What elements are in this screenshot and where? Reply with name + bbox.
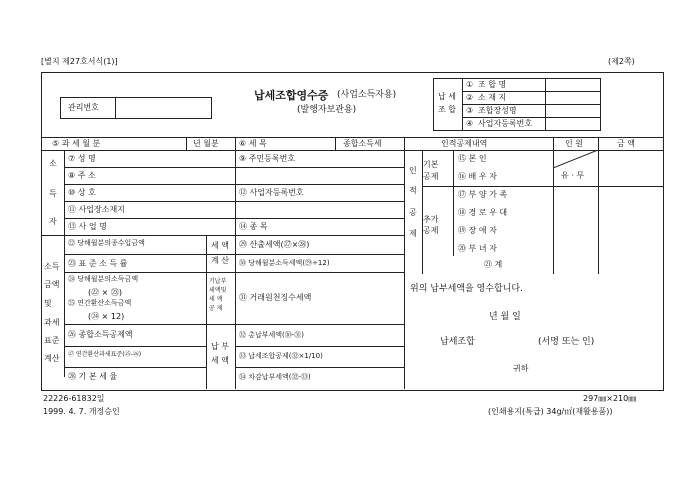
receipt-union: 납세조합	[440, 337, 475, 347]
prepaid-side-label: 세액및	[209, 287, 227, 294]
earner-side-char: 득	[49, 189, 57, 198]
basic-deduction-1: 기본	[423, 160, 439, 169]
paper-size: 297㎜×210㎜	[583, 394, 637, 403]
calc-row-label: ㉝ 납세조합공제(㉜×1/10)	[239, 352, 323, 360]
union-row-label: 조 합 명	[478, 80, 507, 89]
earner-row-label: ⑩ 상 호	[68, 188, 96, 197]
title-main: 납세조합영수증	[254, 89, 329, 102]
receipt-sign: (서명 또는 인)	[538, 337, 595, 347]
base-side-label: 및	[44, 299, 52, 308]
earner-row-label: ⑦ 성 명	[68, 154, 96, 163]
calc-row-label: ㉛ 거래원천징수세액	[239, 293, 312, 302]
extra-deduction-1: 추가	[423, 215, 439, 224]
approval-date: 1999. 4. 7. 개정승인	[43, 407, 120, 416]
earner-row-label: ⑧ 주 소	[68, 171, 96, 180]
union-row-num: ③	[466, 106, 474, 115]
earner-row-label: ⑪ 사업장소재지	[68, 205, 125, 214]
tax-period-label: ⑤ 과 세 월 분	[52, 139, 101, 148]
base-row-label: (㉔ × 12)	[88, 312, 125, 321]
earner-right-label: ⑭ 종 목	[239, 222, 268, 231]
earner-side-char: 소	[49, 159, 57, 168]
union-label-1: 납 세	[438, 92, 456, 101]
union-row-num: ④	[466, 119, 474, 128]
base-side-label: 계산	[44, 354, 60, 363]
tax-item-label: ⑥ 세 목	[239, 139, 267, 148]
year-month-label: 년 월분	[193, 139, 219, 148]
calc-side-label: 계 산	[211, 256, 229, 265]
base-side-label: 표준	[44, 336, 60, 345]
calc-row-label: ㉚ 당해월분소득세액(㉙÷12)	[239, 259, 330, 267]
calc-row-label: ㉜ 총납부세액(㉚-㉛)	[239, 331, 305, 339]
deduction-row-label: ⑮ 본 인	[458, 154, 487, 163]
deduction-row-label: ⑲ 장 애 자	[458, 226, 497, 235]
persons-col: 인 원	[565, 139, 583, 148]
deduction-row-label: ⑱ 경 로 우 대	[458, 208, 508, 217]
deduction-row-label: ⑰ 부 양 가 족	[458, 190, 508, 199]
earner-right-label: ⑫ 사업자등록번호	[239, 188, 304, 197]
prepaid-side-label: 기납부	[209, 278, 227, 285]
title-sub: (발행자보관용)	[297, 105, 357, 115]
base-side-label: 금액	[44, 280, 60, 289]
deduction-side-char: 공	[409, 208, 417, 217]
deduction-side-char: 적	[409, 186, 417, 195]
receipt-date: 년 월 일	[489, 312, 521, 322]
deduction-header: 인적공제내역	[441, 139, 488, 148]
base-row-label: ㉖ 종합소득공제액	[68, 330, 133, 339]
comprehensive-tax: 종합소득세	[343, 139, 382, 148]
form-id: [별지 제27호서식(1)]	[41, 57, 118, 66]
admin-no-label: 관리번호	[68, 103, 99, 112]
union-row-label: 사업자등록번호	[478, 119, 533, 128]
basic-deduction-2: 공제	[423, 172, 439, 181]
form-code: 22226-61832일	[43, 394, 105, 403]
union-row-label: 조합장성명	[478, 106, 517, 115]
extra-deduction-2: 공제	[423, 226, 439, 235]
deduction-side-char: 제	[409, 229, 417, 238]
deduction-side-char: 인	[409, 166, 417, 175]
union-row-num: ①	[466, 80, 474, 89]
payable-side-label: 세 액	[211, 356, 229, 365]
union-row-num: ②	[466, 93, 474, 102]
base-side-label: 소득	[44, 262, 60, 271]
receipt-statement: 위의 납부세액을 영수합니다.	[410, 284, 523, 294]
page-number: (제2쪽)	[608, 57, 635, 66]
self-row-diagonal	[553, 150, 598, 168]
union-label-2: 조 합	[438, 105, 456, 114]
earner-right-label: ⑨ 주민등록번호	[239, 154, 296, 163]
calc-row-label: ㉞ 차감납부세액(㉜-㉝)	[239, 373, 311, 381]
base-row-label: ㉘ 기 본 세 율	[68, 372, 118, 381]
amount-col: 금 액	[617, 139, 635, 148]
prepaid-side-label: 공 제	[209, 305, 223, 312]
base-row-label: ㉔ 당해월분의소득금액	[68, 275, 139, 283]
calc-side-label: 세 액	[211, 241, 229, 250]
union-row-label: 소 재 지	[478, 93, 507, 102]
receipt-addressee: 귀하	[513, 364, 529, 373]
base-row-label: ㉒ 당해월분의종수입금액	[68, 239, 145, 247]
base-side-label: 과세	[44, 318, 60, 327]
paper-spec: (인쇄용지(특급) 34g/㎡(재활용품))	[488, 407, 613, 416]
calc-row-label: ㉙ 산출세액(㉗×㉘)	[239, 240, 310, 249]
base-row-label: ㉓ 표 준 소 득 률	[68, 259, 128, 268]
title-suffix: (사업소득자용)	[337, 90, 397, 100]
deduction-total: ㉑ 계	[484, 260, 503, 269]
prepaid-side-label: 세 액	[209, 296, 223, 303]
earner-side-char: 자	[49, 217, 57, 226]
base-row-label: (㉒ × ㉓)	[88, 288, 123, 297]
deduction-row-label: ⑯ 배 우 자	[458, 172, 497, 181]
earner-row-label: ⑬ 사 업 명	[68, 222, 107, 231]
deduction-row-label: ⑳ 부 녀 자	[458, 244, 497, 253]
spouse-value: 유 · 무	[561, 171, 585, 180]
payable-side-label: 납 부	[211, 342, 229, 351]
base-row-label: ㉕ 연간환산소득금액	[68, 299, 132, 307]
base-row-label: ㉗ 연간환산과세표준(㉕-㉖)	[68, 351, 142, 358]
